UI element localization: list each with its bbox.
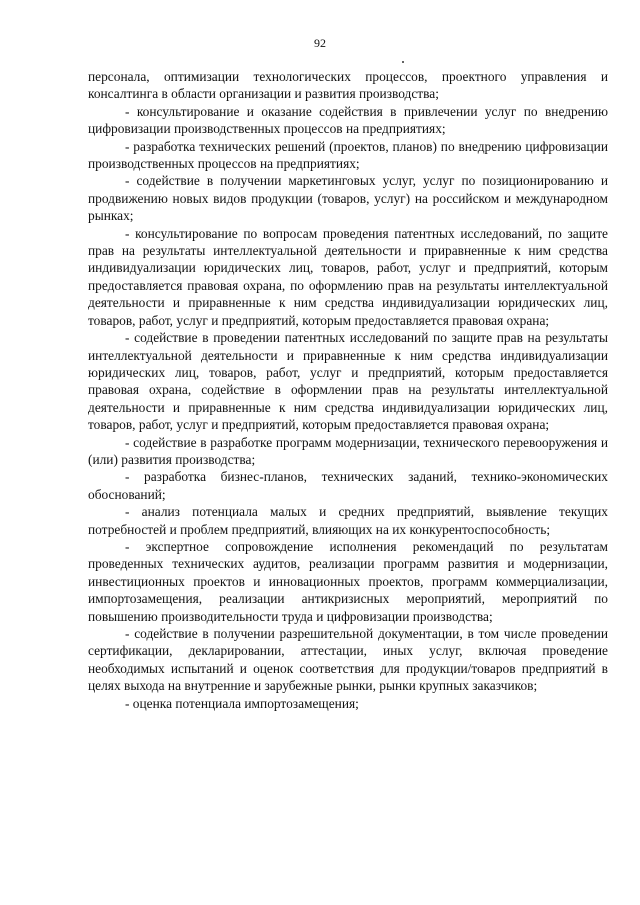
paragraph: - содействие в разработке программ модернизации, технического перевооружения и (или) развития производства; [88,434,608,467]
paragraph: - анализ потенциала малых и средних предприятий, выявление текущих потребностей и проблем предприятий, влияющих на их конкурентоспособность; [88,504,608,537]
paragraph: - экспертное сопровождение исполнения рекомендаций по результатам проведенных технических аудитов, реализации программ развития и модернизации, инвестиционных проектов и инновационных проектов, программ коммерциализации, импортозамещения, реализации антикризисных мероприятий, мероприятий по повышению производительности труда и цифровизации производства; [88,538,608,624]
paragraph: - разработка бизнес-планов, технических заданий, технико-экономических обоснований; [88,469,608,502]
paragraph: - оценка потенциала импортозамещения; [125,695,359,711]
paragraph: - консультирование и оказание содействия в привлечении услуг по внедрению цифровизации производственных процессов на предприятиях; [88,103,608,137]
paragraph: - содействие в получении маркетинговых услуг, услуг по позиционированию и продвижению новых видов продукции (товаров, услуг) на российском и международном рынках; [88,173,608,224]
document-body [88,68,608,712]
paragraph: - содействие в проведении патентных исследований по защите прав на результаты интеллектуальной деятельности и приравненные к ним средства индивидуализации юридических лиц, товаров, работ, услуг и предприятий, которым предоставляется правовая охрана, содействие в оформлении прав на результаты интеллектуальной деятельности и приравненные к ним средства индивидуализации юридических лиц, товаров, работ, услуг и предприятий, которым предоставляется правовая охрана; [88,330,608,433]
paragraph: персонала, оптимизации технологических процессов, проектного управления и консалтинга в области организации и развития производства; [88,69,608,102]
page-number: 92 [314,36,326,50]
scan-speck [402,61,404,63]
paragraph: - консультирование по вопросам проведения патентных исследований, по защите прав на результаты интеллектуальной деятельности и приравненные к ним средства индивидуализации юридических лиц, товаров, работ, услуг и предприятий, которым предоставляется правовая охрана, по оформлению прав на результаты интеллектуальной деятельности и приравненные к ним средства индивидуализации юридических лиц, товаров, работ, услуг и предприятий, которым предоставляется правовая охрана; [88,225,608,328]
paragraph: - разработка технических решений (проектов, планов) по внедрению цифровизации производственных процессов на предприятиях; [88,138,608,172]
paragraph: - содействие в получении разрешительной документации, в том числе проведении сертификации, декларировании, аттестации, иных услуг, включая проведение необходимых испытаний и оценок соответствия для продукции/товаров предприятий в целях выхода на внутренние и зарубежные рынки, рынки крупных заказчиков; [88,626,608,694]
